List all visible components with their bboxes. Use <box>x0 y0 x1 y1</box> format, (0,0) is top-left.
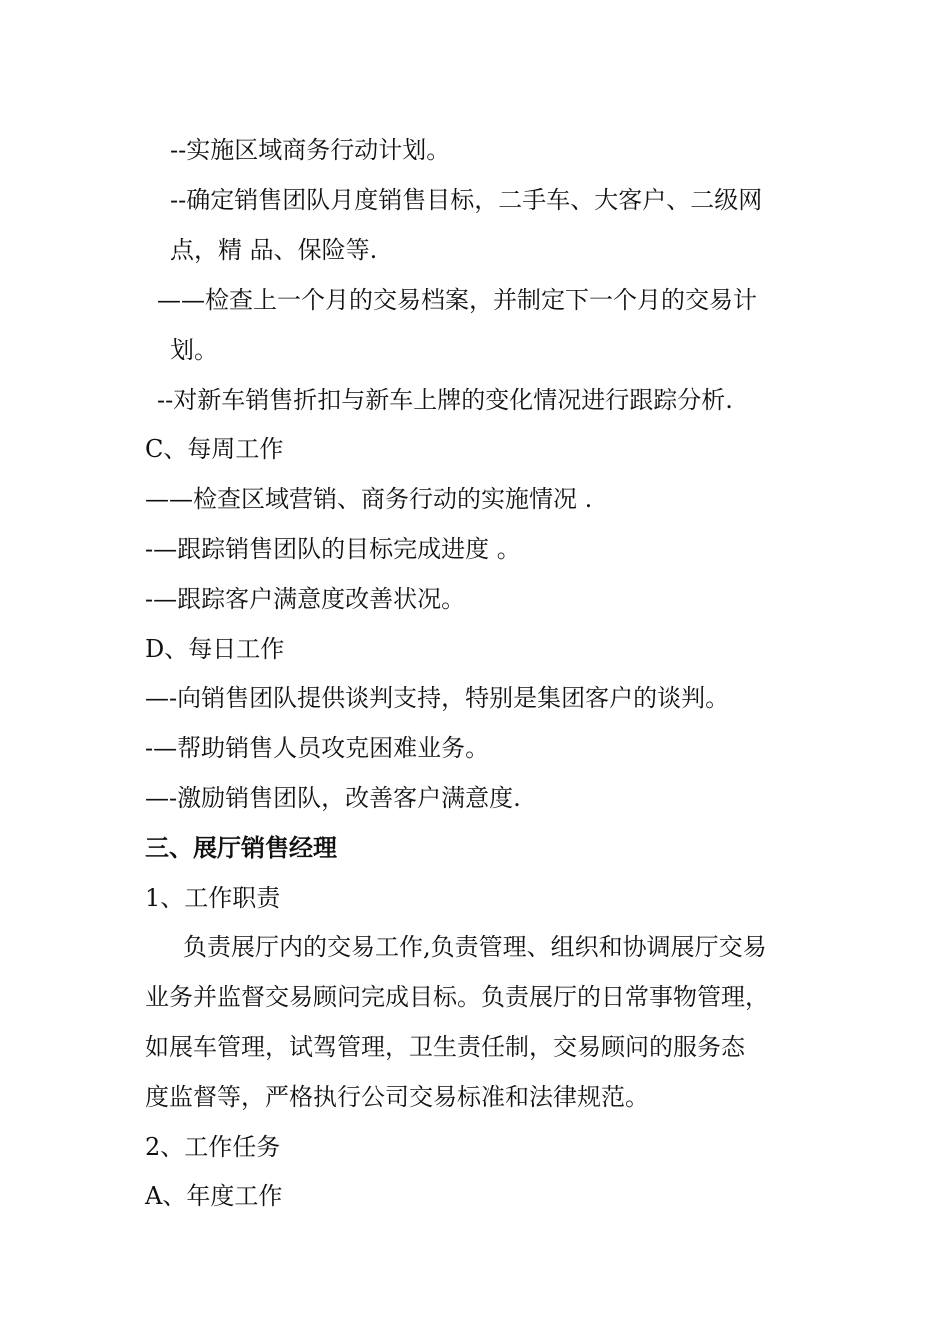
text-line: ——检查区域营销、商务行动的实施情况 . <box>145 485 593 513</box>
text-line: —-向销售团队提供谈判支持，特别是集团客户的谈判。 <box>145 684 730 712</box>
text-line: --实施区域商务行动计划。 <box>170 136 451 164</box>
section-heading: D、每日工作 <box>145 635 285 663</box>
text-line: --对新车销售折扣与新车上牌的变化情况进行跟踪分析. <box>157 386 733 414</box>
paragraph-line: 度监督等，严格执行公司交易标准和法律规范。 <box>145 1083 649 1111</box>
text-line: 划。 <box>170 336 218 364</box>
text-line: -—跟踪销售团队的目标完成进度 。 <box>145 535 521 563</box>
text-line: ——检查上一个月的交易档案，并制定下一个月的交易计 <box>157 286 757 314</box>
subsection-heading: 1、工作职责 <box>145 884 281 912</box>
section-heading: C、每周工作 <box>145 435 284 463</box>
chapter-heading: 三、展厅销售经理 <box>145 833 337 862</box>
paragraph-line: 负责展厅内的交易工作,负责管理、组织和协调展厅交易 <box>183 933 767 961</box>
section-heading: A、年度工作 <box>145 1182 283 1210</box>
text-line: -—跟踪客户满意度改善状况。 <box>145 585 466 613</box>
text-line: --确定销售团队月度销售目标，二手车、大客户、二级网 <box>170 186 763 214</box>
text-line: 点，精 品、保险等. <box>170 236 378 264</box>
text-line: —-激励销售团队，改善客户满意度. <box>145 784 521 812</box>
text-line: -—帮助销售人员攻克困难业务。 <box>145 734 490 762</box>
paragraph-line: 如展车管理，试驾管理，卫生责任制，交易顾问的服务态 <box>145 1033 745 1061</box>
paragraph-line: 业务并监督交易顾问完成目标。负责展厅的日常事物管理， <box>145 983 769 1011</box>
subsection-heading: 2、工作任务 <box>145 1133 281 1161</box>
